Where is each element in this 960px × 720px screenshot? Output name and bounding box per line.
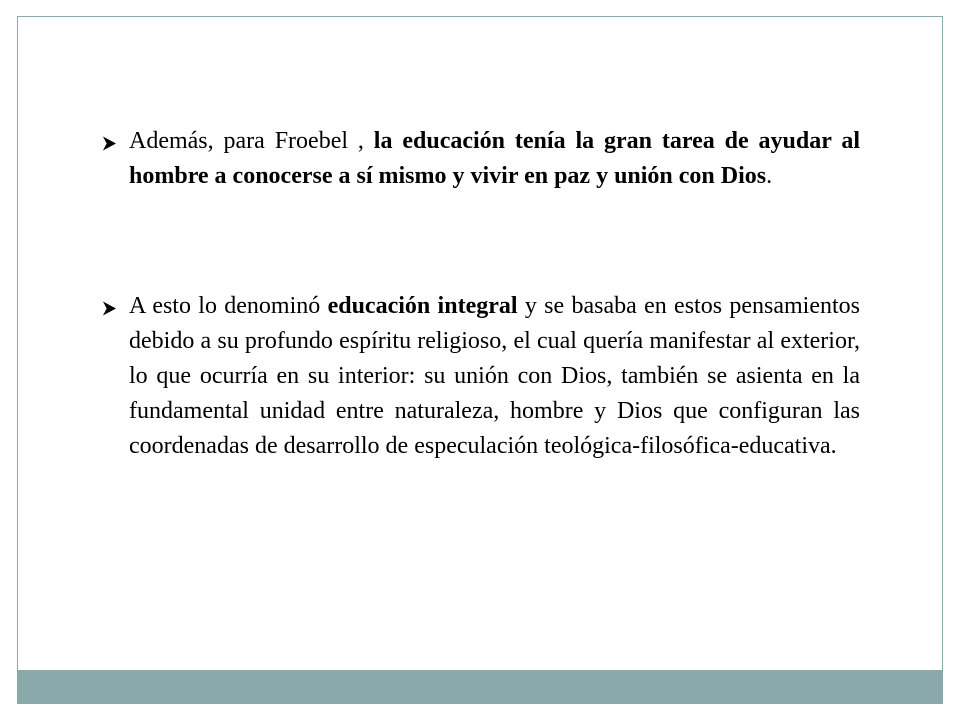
bullet-text-plain: A esto lo denominó	[129, 293, 328, 319]
arrowhead-bullet-icon	[100, 300, 117, 317]
bullet-text-rest: y se basaba en estos pensamientos debido a su profundo espíritu religioso, el cual quería manifestar al exterior, lo que ocurría en su interior: su unión con Dios, también se asienta en la fundamental unidad entre naturaleza, hombre y Dios que configuran las coordenadas de desarrollo de especulación teológica-filosófica-educativa.	[129, 293, 860, 459]
footer-bar	[17, 670, 943, 704]
bullet-text-end: .	[766, 163, 773, 189]
arrowhead-bullet-icon	[100, 135, 117, 152]
bullet-list	[100, 124, 860, 464]
bullet-item-froebel-education	[100, 124, 860, 194]
bullet-text-plain: Además, para Froebel ,	[129, 128, 374, 154]
bullet-text-bold: educación integral	[327, 293, 518, 319]
bullet-text-bold: la educación tenía la gran tarea de ayudar al hombre a conocerse a sí mismo y vivir en paz y unión con Dios	[129, 128, 860, 189]
bullet-item-integral-education	[100, 289, 860, 464]
